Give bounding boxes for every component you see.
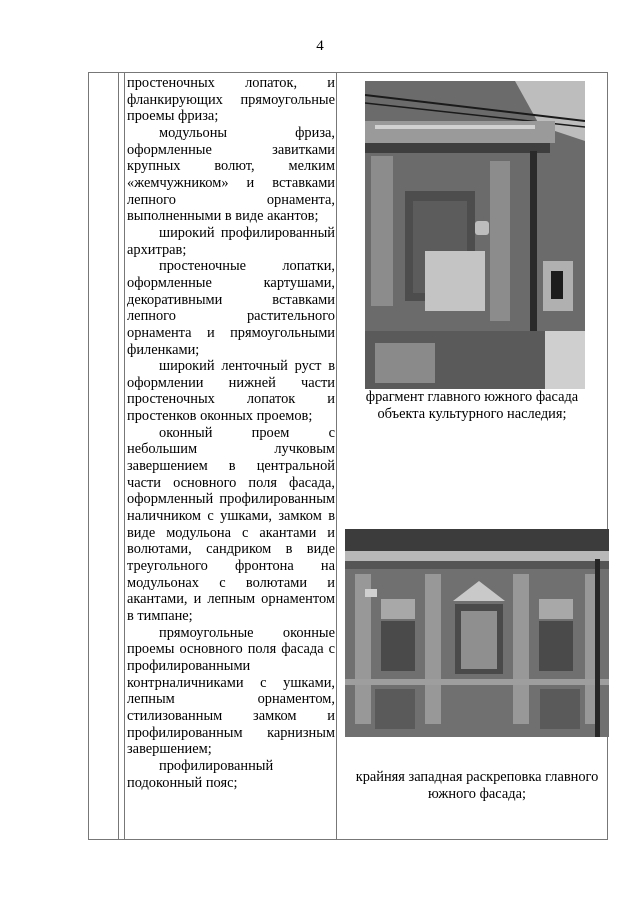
description-paragraph: простеночные лопатки, оформленные картушами, декоративными вставками лепного растительного орнамента и прямоугольными филенками;	[127, 258, 335, 358]
facade-fragment-photo	[365, 81, 585, 389]
page-number: 4	[316, 38, 324, 54]
table-column-divider	[124, 73, 125, 839]
table-column-divider	[336, 73, 337, 839]
description-paragraph: модульоны фриза, оформленные завитками крупных волют, мелким «жемчужником» и вставками лепного орнамента, выполненными в виде акантов;	[127, 124, 335, 225]
facade-fragment-image	[365, 81, 585, 389]
description-paragraph: широкий ленточный руст в оформлении нижней части простеночных лопаток и простенков оконных проемов;	[127, 358, 335, 425]
description-paragraph: прямоугольные оконные проемы основного поля фасада с профилированными контрналичниками с ушками, лепным орнаментом, стилизованным замком и профилированным карнизным завершением;	[127, 624, 335, 758]
description-paragraph: простеночных лопаток, и фланкирующих прямоугольные проемы фриза;	[127, 75, 335, 125]
table-column-divider	[118, 73, 119, 839]
content-table	[88, 72, 608, 840]
photo-caption: фрагмент главного южного фасада объекта культурного наследия;	[365, 389, 579, 422]
description-paragraph: профилированный подоконный пояс;	[127, 757, 274, 791]
photo-caption: крайняя западная раскреповка главного южного фасада;	[355, 769, 599, 802]
description-column	[127, 75, 335, 791]
west-projection-image	[345, 529, 609, 737]
west-projection-photo	[345, 529, 609, 737]
description-paragraph: широкий профилированный архитрав;	[127, 224, 335, 258]
description-paragraph: оконный проем с небольшим лучковым завершением в центральной части основного поля фасада, оформленный профилированным наличником с ушками, замком в виде модульона с акантами и волютами, сандриком в виде треугольного фронтона на модульонах с волютами и акантами, и лепным орнаментом в тимпане;	[127, 424, 335, 624]
